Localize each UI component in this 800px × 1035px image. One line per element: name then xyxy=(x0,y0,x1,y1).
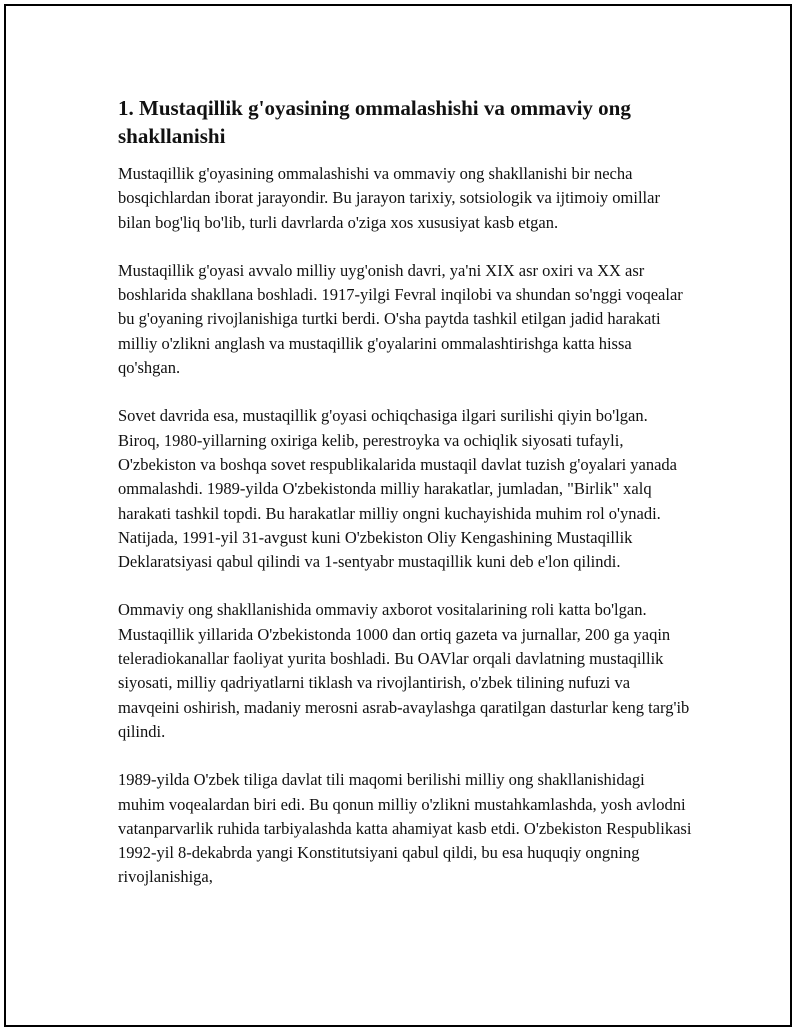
section-title: 1. Mustaqillik g'oyasining ommalashishi va ommaviy ong shakllanishi xyxy=(118,96,631,148)
paragraph-5: 1989-yilda O'zbek tiliga davlat tili maqomi berilishi milliy ong shakllanishidagi muhim voqealardan biri edi. Bu qonun milliy o'zlikni mustahkamlashda, yosh avlodni vatanparvarlik ruhida tarbiyalashda katta ahamiyat kasb etdi. O'zbekiston Respublikasi 1992-yil 8-dekabrda yangi Konstitutsiyani qabul qildi, bu esa huquqiy ongning rivojlanishiga, xyxy=(118,770,692,887)
paragraph-3: Sovet davrida esa, mustaqillik g'oyasi ochiqchasiga ilgari surilishi qiyin bo'lgan. Biroq, 1980-yillarning oxiriga kelib, perestroyka va ochiqlik siyosati tufayli, O'zbekiston va boshqa sovet respublikalarida mustaqil davlat tuzish g'oyalari yanada ommalashdi. 1989-yilda O'zbekistonda milliy harakatlar, jumladan, "Birlik" xalq harakati tashkil topdi. Bu harakatlar milliy ongni kuchayishida muhim rol o'ynadi. Natijada, 1991-yil 31-avgust kuni O'zbekiston Oliy Kengashining Mustaqillik Deklaratsiyasi qabul qilindi va 1-sentyabr mustaqillik kuni deb e'lon qilindi. xyxy=(118,406,678,572)
document-body xyxy=(118,94,693,914)
paragraph-4: Ommaviy ong shakllanishida ommaviy axborot vositalarining roli katta bo'lgan. Mustaqillik yillarida O'zbekistonda 1000 dan ortiq gazeta va jurnallar, 200 ga yaqin teleradiokanallar faoliyat yurita boshladi. Bu OAVlar orqali davlatning mustaqillik siyosati, milliy qadriyatlarni tiklash va rivojlantirish, o'zbek tilining nufuzi va mavqeini oshirish, madaniy merosni asrab-avaylashga qaratilgan dasturlar keng targ'ib qilindi. xyxy=(118,600,690,741)
paragraph-2: Mustaqillik g'oyasi avvalo milliy uyg'onish davri, ya'ni XIX asr oxiri va XX asr boshlarida shakllana boshladi. 1917-yilgi Fevral inqilobi va shundan so'nggi voqealar bu g'oyaning rivojlanishiga turtki berdi. O'sha paytda tashkil etilgan jadid harakati milliy o'zlikni anglash va mustaqillik g'oyalarini ommalashtirishga katta hissa qo'shgan. xyxy=(118,260,683,378)
paragraph-1: Mustaqillik g'oyasining ommalashishi va ommaviy ong shakllanishi bir necha bosqichlardan iborat jarayondir. Bu jarayon tarixiy, sotsiologik va ijtimoiy omillar bilan bog'liq bo'lib, turli davrlarda o'ziga xos xususiyat kasb etgan. xyxy=(118,164,660,232)
